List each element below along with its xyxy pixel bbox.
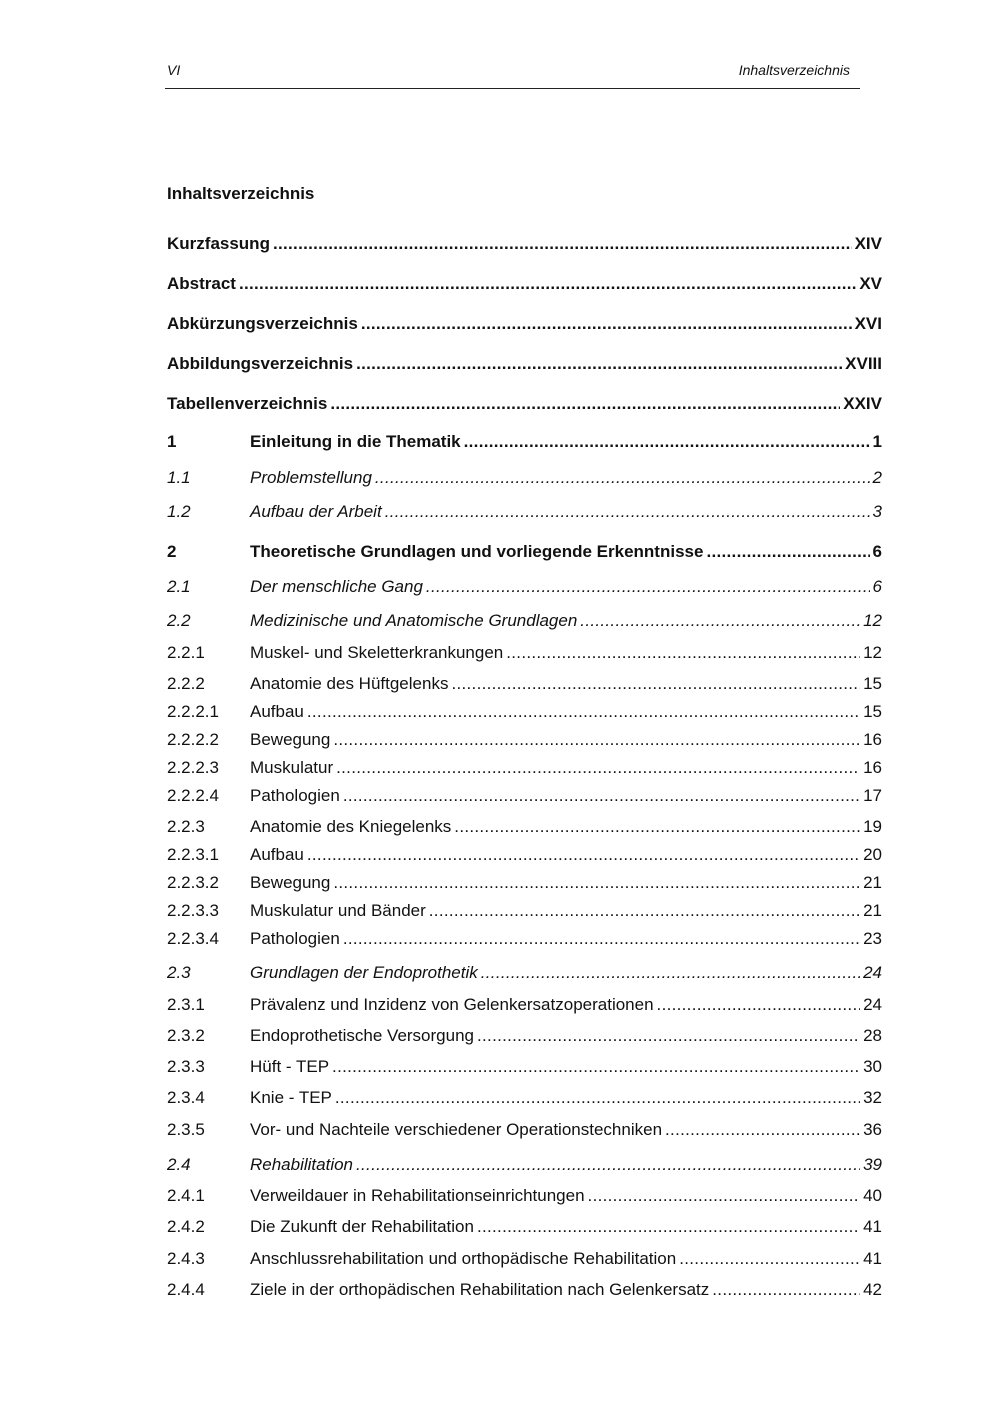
toc-entry-title: Bewegung <box>250 730 331 749</box>
toc-entry-number: 2.4.3 <box>167 1249 205 1268</box>
toc-entry-number: 2.1 <box>167 577 191 596</box>
toc-entry-title: Abbildungsverzeichnis <box>167 354 354 373</box>
toc-entry-page: 28 <box>863 1026 882 1045</box>
toc-entry-page: 6 <box>872 577 882 596</box>
toc-dot-leader <box>657 993 861 1017</box>
toc-entry-number: 2.2.2 <box>167 674 205 693</box>
toc-entry <box>167 1024 882 1048</box>
toc-dot-leader <box>333 728 860 752</box>
page-header <box>165 60 860 89</box>
toc-dot-leader <box>335 1086 860 1110</box>
toc-entry-number: 2.4.1 <box>167 1186 205 1205</box>
toc-entry <box>167 1215 882 1239</box>
toc-entry-page: XV <box>859 274 882 293</box>
toc-entry-title: Grundlagen der Endoprothetik <box>250 963 478 982</box>
toc-entry-page: 12 <box>863 643 882 662</box>
toc-entry-title: Anatomie des Hüftgelenks <box>250 674 449 693</box>
toc-entry <box>167 575 882 599</box>
toc-entry-title: Abstract <box>167 274 236 293</box>
toc-dot-leader <box>307 700 860 724</box>
toc-entry-title: Aufbau <box>250 845 304 864</box>
toc-entry-title: Prävalenz und Inzidenz von Gelenkersatzoperationen <box>250 995 654 1014</box>
toc-entry-number: 2.2.2.2 <box>167 730 219 749</box>
toc-entry <box>167 540 882 564</box>
toc-dot-leader <box>679 1247 860 1271</box>
toc-entry-number: 2.2.2.1 <box>167 702 219 721</box>
toc-entry-number: 2.4 <box>167 1155 191 1174</box>
toc-dot-leader <box>356 352 842 376</box>
toc-entry-page: 39 <box>863 1155 882 1174</box>
toc-entry <box>167 1153 882 1177</box>
toc-entry <box>167 609 882 633</box>
toc-dot-leader <box>588 1184 861 1208</box>
toc-entry-page: 40 <box>863 1186 882 1205</box>
toc-dot-leader <box>506 641 860 665</box>
toc-entry-number: 1.1 <box>167 468 191 487</box>
page-title: Inhaltsverzeichnis <box>167 184 315 203</box>
toc-entry-page: 1 <box>872 432 882 451</box>
toc-entry-page: 16 <box>863 730 882 749</box>
toc-entry-number: 2.3 <box>167 963 191 982</box>
toc-dot-leader <box>330 392 840 416</box>
toc-entry-page: 15 <box>863 674 882 693</box>
toc-entry-number: 2.3.4 <box>167 1088 205 1107</box>
toc-entry-title: Vor- und Nachteile verschiedener Operationstechniken <box>250 1120 663 1139</box>
toc-entry-title: Muskulatur <box>250 758 334 777</box>
toc-entry <box>167 641 882 665</box>
toc-dot-leader <box>454 815 860 839</box>
toc-entry-number: 2.4.4 <box>167 1280 205 1299</box>
toc-entry-page: 24 <box>863 963 882 982</box>
toc-entry-page: 19 <box>863 817 882 836</box>
toc-dot-leader <box>477 1215 860 1239</box>
toc-dot-leader <box>580 609 860 633</box>
toc-entry-number: 2.2.3.3 <box>167 901 219 920</box>
toc-entry <box>167 815 882 839</box>
toc-entry-page: 36 <box>863 1120 882 1139</box>
toc-entry-title: Abkürzungsverzeichnis <box>167 314 358 333</box>
toc-entry <box>167 784 882 808</box>
toc-entry-title: Ziele in der orthopädischen Rehabilitation nach Gelenkersatz <box>250 1280 710 1299</box>
toc-entry-number: 2.2.3.1 <box>167 845 219 864</box>
toc-dot-leader <box>336 756 860 780</box>
toc-entry-title: Einleitung in die Thematik <box>250 432 461 451</box>
toc-entry <box>167 1118 882 1142</box>
toc-entry-title: Die Zukunft der Rehabilitation <box>250 1217 474 1236</box>
toc-dot-leader <box>477 1024 860 1048</box>
toc-entry <box>167 672 882 696</box>
toc-entry-number: 2.3.3 <box>167 1057 205 1076</box>
toc-entry <box>167 1055 882 1079</box>
toc-entry-title: Aufbau der Arbeit <box>250 502 382 521</box>
toc-entry <box>167 756 882 780</box>
toc-entry-number: 2.2.3 <box>167 817 205 836</box>
page-number: VI <box>167 62 181 78</box>
toc-dot-leader <box>706 540 869 564</box>
toc-entry <box>167 728 882 752</box>
toc-entry <box>167 1184 882 1208</box>
toc-entry-number: 2.2.2.3 <box>167 758 219 777</box>
toc-entry-title: Tabellenverzeichnis <box>167 394 328 413</box>
toc-dot-leader <box>333 871 860 895</box>
toc-dot-leader <box>361 312 852 336</box>
toc-dot-leader <box>426 575 870 599</box>
toc-entry-title: Endoprothetische Versorgung <box>250 1026 474 1045</box>
toc-dot-leader <box>429 899 860 923</box>
toc-entry <box>167 700 882 724</box>
toc-entry-number: 2.2.3.4 <box>167 929 219 948</box>
toc-entry <box>167 899 882 923</box>
toc-entry-title: Bewegung <box>250 873 331 892</box>
toc-entry-page: 42 <box>863 1280 882 1299</box>
toc-entry <box>167 843 882 867</box>
toc-entry-title: Medizinische und Anatomische Grundlagen <box>250 611 578 630</box>
toc-entry-title: Der menschliche Gang <box>250 577 423 596</box>
toc-entry <box>167 466 882 490</box>
toc-dot-leader <box>239 272 856 296</box>
toc-entry-title: Muskel- und Skeletterkrankungen <box>250 643 504 662</box>
toc-entry-number: 1 <box>167 432 177 451</box>
toc-entry-page: 15 <box>863 702 882 721</box>
toc-entry-page: 16 <box>863 758 882 777</box>
toc-entry-page: 41 <box>863 1249 882 1268</box>
toc-entry-number: 1.2 <box>167 502 191 521</box>
toc-entry-number: 2.3.5 <box>167 1120 205 1139</box>
toc-entry-title: Hüft - TEP <box>250 1057 330 1076</box>
toc-dot-leader <box>332 1055 860 1079</box>
toc-entry <box>167 392 882 416</box>
toc-entry-page: XIV <box>854 234 882 253</box>
toc-entry-number: 2.4.2 <box>167 1217 205 1236</box>
toc-entry-page: 3 <box>872 502 882 521</box>
toc-entry <box>167 993 882 1017</box>
toc-entry-page: 6 <box>872 542 882 561</box>
toc-entry-page: XVIII <box>845 354 882 373</box>
toc-entry-page: XXIV <box>843 394 882 413</box>
toc-entry-number: 2.3.1 <box>167 995 205 1014</box>
toc-entry-title: Anschlussrehabilitation und orthopädische Rehabilitation <box>250 1249 677 1268</box>
toc-entry-page: 23 <box>863 929 882 948</box>
toc-dot-leader <box>356 1153 860 1177</box>
toc-entry-number: 2 <box>167 542 177 561</box>
toc-entry-title: Anatomie des Kniegelenks <box>250 817 452 836</box>
toc-entry-page: 2 <box>872 468 882 487</box>
toc-dot-leader <box>464 430 870 454</box>
toc-entry-title: Kurzfassung <box>167 234 270 253</box>
toc-dot-leader <box>343 784 860 808</box>
toc-entry-page: 20 <box>863 845 882 864</box>
toc-entry <box>167 430 882 454</box>
toc-entry-number: 2.2.3.2 <box>167 873 219 892</box>
toc-entry-page: 21 <box>863 873 882 892</box>
toc-dot-leader <box>385 500 870 524</box>
toc-entry-page: 24 <box>863 995 882 1014</box>
toc-dot-leader <box>451 672 860 696</box>
toc-entry-number: 2.2.2.4 <box>167 786 219 805</box>
toc-entry-page: 17 <box>863 786 882 805</box>
toc-dot-leader <box>712 1278 860 1302</box>
toc-entry <box>167 500 882 524</box>
toc-entry-title: Pathologien <box>250 929 340 948</box>
running-header-title: Inhaltsverzeichnis <box>738 62 850 78</box>
toc-entry-title: Verweildauer in Rehabilitationseinrichtungen <box>250 1186 585 1205</box>
toc-entry <box>167 871 882 895</box>
toc-dot-leader <box>343 927 860 951</box>
toc-entry <box>167 1278 882 1302</box>
toc-entry <box>167 927 882 951</box>
toc-entry-number: 2.3.2 <box>167 1026 205 1045</box>
toc-entry-title: Knie - TEP <box>250 1088 332 1107</box>
toc-entry-title: Theoretische Grundlagen und vorliegende Erkenntnisse <box>250 542 704 561</box>
toc-entry-page: 12 <box>863 611 882 630</box>
toc-entry-number: 2.2.1 <box>167 643 205 662</box>
toc-entry-page: 30 <box>863 1057 882 1076</box>
toc-entry-number: 2.2 <box>167 611 191 630</box>
toc-dot-leader <box>307 843 860 867</box>
toc-dot-leader <box>481 961 860 985</box>
toc-dot-leader <box>665 1118 860 1142</box>
toc-entry-page: XVI <box>854 314 882 333</box>
toc-entry <box>167 961 882 985</box>
toc-entry-title: Aufbau <box>250 702 304 721</box>
toc-entry-page: 41 <box>863 1217 882 1236</box>
toc-entry <box>167 272 882 296</box>
toc-dot-leader <box>375 466 870 490</box>
toc-entry <box>167 1247 882 1271</box>
toc-entry-title: Problemstellung <box>250 468 372 487</box>
toc-entry-title: Muskulatur und Bänder <box>250 901 426 920</box>
toc-entry <box>167 1086 882 1110</box>
toc-entry-title: Rehabilitation <box>250 1155 354 1174</box>
toc-entry <box>167 352 882 376</box>
toc-entry-page: 32 <box>863 1088 882 1107</box>
toc-entry-page: 21 <box>863 901 882 920</box>
toc-dot-leader <box>273 232 852 256</box>
toc-entry <box>167 232 882 256</box>
toc-entry <box>167 312 882 336</box>
toc-entry-title: Pathologien <box>250 786 340 805</box>
